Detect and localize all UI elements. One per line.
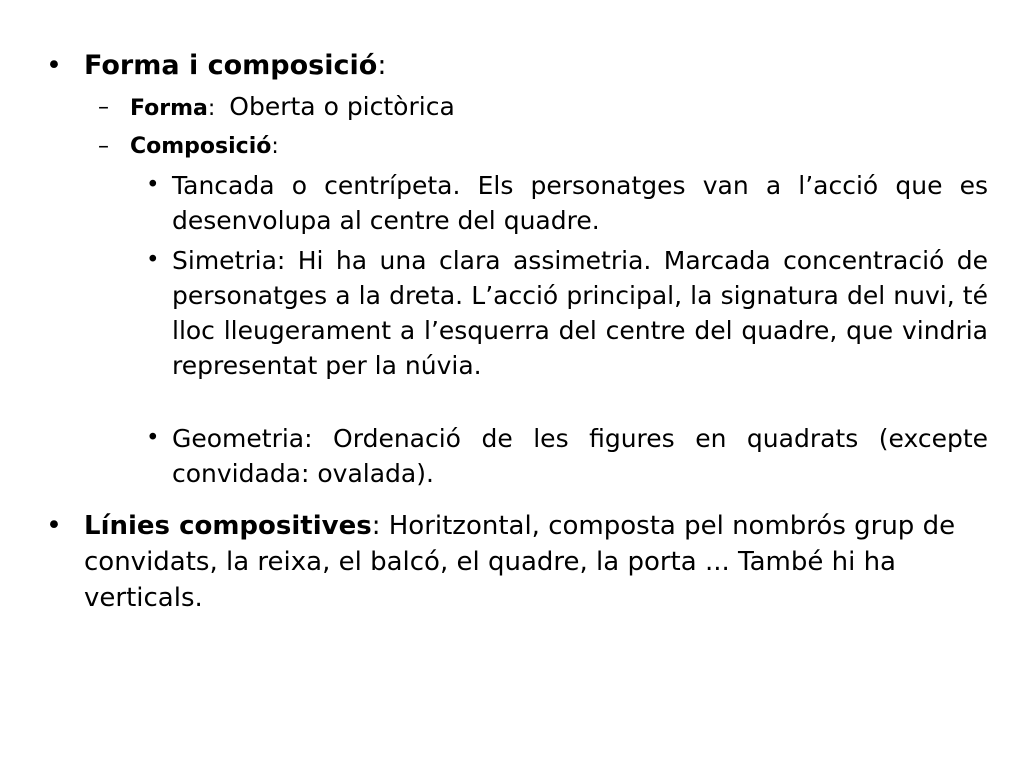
heading-colon: : bbox=[377, 50, 387, 81]
dash: – bbox=[98, 95, 109, 120]
bullet-dot: • bbox=[46, 50, 62, 81]
composicio-colon: : bbox=[271, 134, 279, 159]
forma-label: Forma bbox=[130, 96, 208, 121]
bullet-dot: • bbox=[146, 425, 160, 451]
linies-text: Horitzontal, composta pel nombrós grup de convidats, la reixa, el balcó, el quadre, la porta ... També hi ha verticals. bbox=[84, 511, 956, 613]
forma-value: Oberta o pictòrica bbox=[229, 92, 455, 121]
bullet-dot: • bbox=[46, 510, 62, 541]
subitem-composicio bbox=[130, 132, 279, 162]
bullet-dot: • bbox=[146, 247, 160, 273]
linies-colon: : bbox=[371, 511, 381, 541]
subitem-forma bbox=[130, 92, 455, 124]
heading-linies-compositives bbox=[84, 508, 964, 616]
item-simetria: Simetria: Hi ha una clara assimetria. Marcada concentració de personatges a la dreta. L’acció principal, la signatura del nuvi, té lloc lleugerament a l’esquerra del centre del quadre, que vindria representat per la núvia. bbox=[172, 246, 988, 380]
bullet-dot: • bbox=[146, 172, 160, 198]
item-geometria: Geometria: Ordenació de les figures en quadrats (excepte convidada: ovalada). bbox=[172, 424, 988, 488]
heading-forma-composicio bbox=[84, 48, 934, 84]
dash: – bbox=[98, 134, 109, 159]
composicio-label: Composició bbox=[130, 134, 272, 159]
linies-title: Línies compositives bbox=[84, 511, 372, 541]
heading-title: Forma i composició bbox=[84, 50, 378, 81]
item-tancada: Tancada o centrípeta. Els personatges van a l’acció que es desenvolupa al centre del quadre. bbox=[172, 171, 988, 235]
forma-colon: : bbox=[207, 96, 216, 121]
